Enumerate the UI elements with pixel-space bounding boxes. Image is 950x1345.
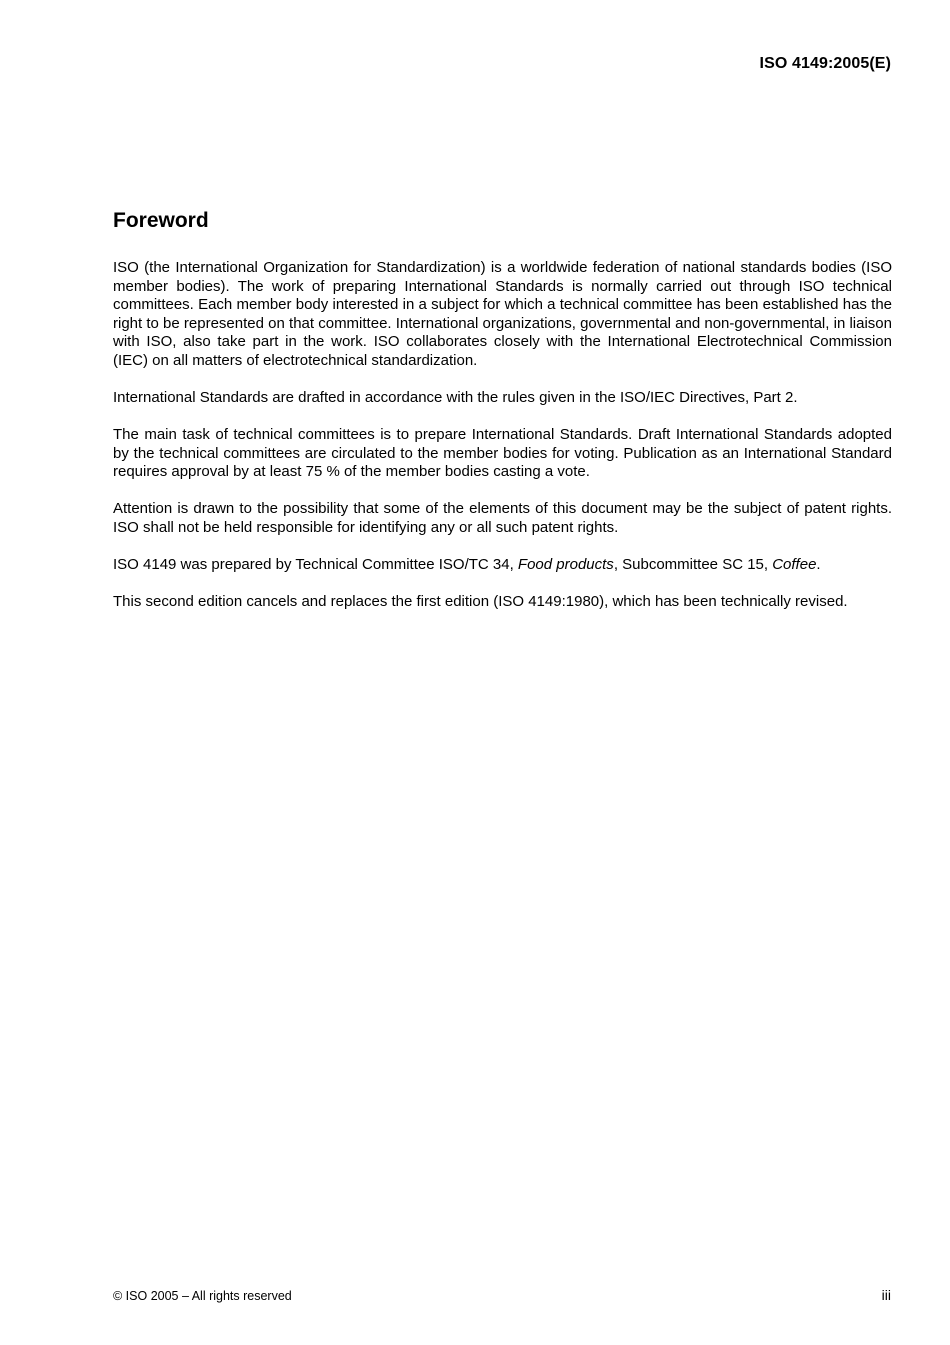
committee-name: Food products — [517, 555, 614, 573]
footer-copyright: © ISO 2005 – All rights reserved — [113, 1289, 292, 1303]
prepared-by-text: ISO 4149 was prepared by Technical Committee ISO/TC 34, — [113, 555, 518, 573]
prepared-by-subcommittee-text: , Subcommittee SC 15, — [613, 555, 773, 573]
document-id: ISO 4149:2005(E) — [759, 55, 891, 72]
paragraph-edition-note: This second edition cancels and replaces the first edition (ISO 4149:1980), which has been technically revised. — [113, 592, 848, 610]
paragraph-prepared-by — [113, 556, 892, 575]
page-number: iii — [881, 1287, 891, 1303]
foreword-body — [113, 259, 892, 630]
paragraph-iso-federation: ISO (the International Organization for Standardization) is a worldwide federation of national standards bodies (ISO member bodies). The work of preparing International Standards is normally carried out through ISO technical committees. Each member body interested in a subject for which a technical committee has been established has the right to be represented on that committee. International organizations, governmental and non-governmental, in liaison with ISO, also take part in the work. ISO collaborates closely with the International Electrotechnical Commission (IEC) on all matters of electrotechnical standardization. — [113, 259, 892, 369]
prepared-by-end: . — [816, 555, 821, 573]
paragraph-patent-rights: Attention is drawn to the possibility that some of the elements of this document may be the subject of patent rights. ISO shall not be held responsible for identifying any or all such patent rights. — [113, 500, 892, 536]
subcommittee-name: Coffee — [772, 555, 817, 573]
page-title: Foreword — [113, 209, 209, 232]
paragraph-iso-directives: International Standards are drafted in accordance with the rules given in the ISO/IEC Directives, Part 2. — [113, 388, 798, 406]
paragraph-technical-committees: The main task of technical committees is to prepare International Standards. Draft International Standards adopted by the technical committees are circulated to the member bodies for voting. Publication as an International Standard requires approval by at least 75 % of the member bodies casting a vote. — [113, 425, 892, 481]
